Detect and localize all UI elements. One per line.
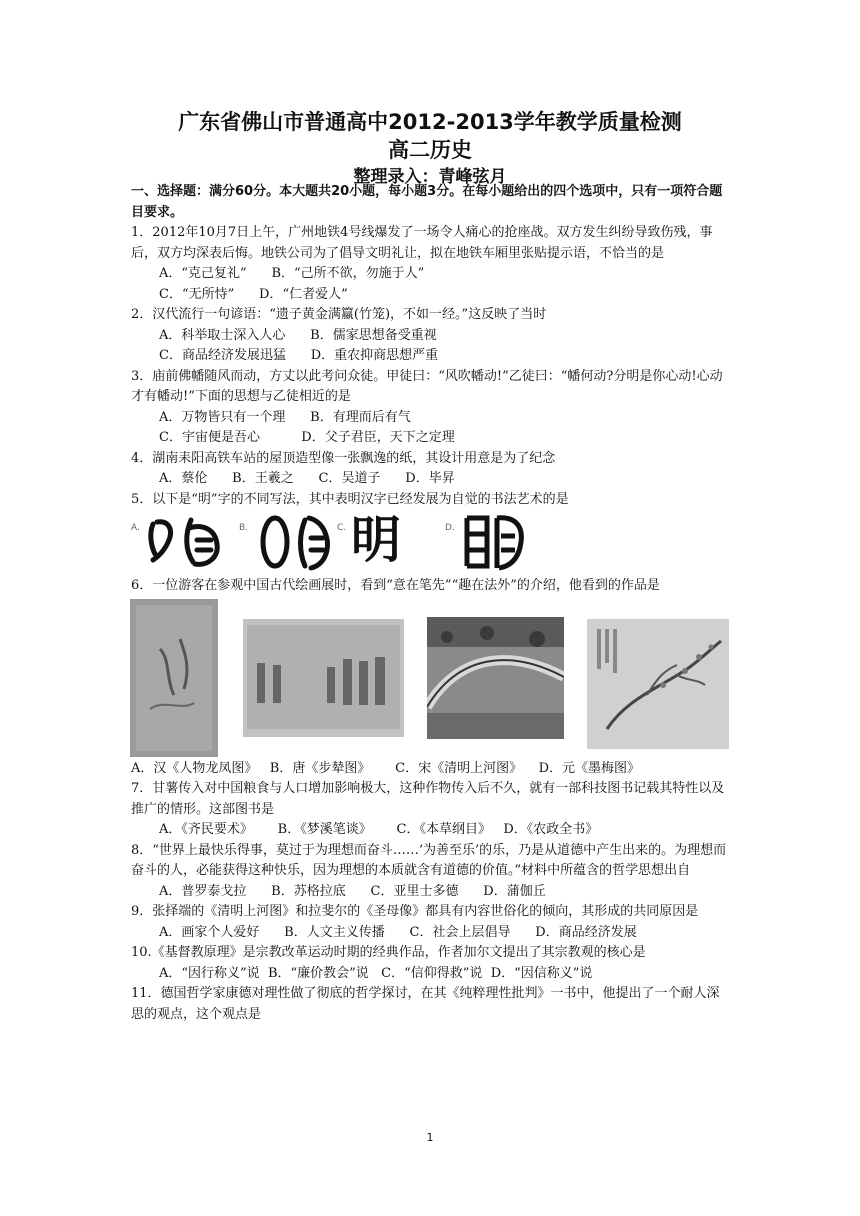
oracle-bone-ming-image: [145, 510, 231, 572]
question-6-stem: 6．一位游客在参观中国古代绘画展时，看到“意在笔先”“趣在法外”的介绍，他看到的作品是: [131, 578, 660, 593]
option-c-label: C.: [337, 523, 347, 533]
question-4-stem: 4．湖南耒阳高铁车站的屋顶造型像一张飘逸的纸，其设计用意是为了纪念: [131, 450, 556, 466]
question-5-stem: 5．以下是“明”字的不同写法，其中表明汉字已经发展为自觉的书法艺术的是: [131, 491, 569, 507]
ming-character-variants: [131, 510, 731, 576]
question-10-options: A．“因行称义”说 B．“廉价教会”说 C．“信仰得救”说 D．“因信称义”说: [159, 965, 593, 981]
question-9-stem: 9．张择端的《清明上河图》和拉斐尔的《圣母像》都具有内容世俗化的倾向，其形成的共同原因是: [131, 904, 699, 919]
question-11-stem: 11．德国哲学家康德对理性做了彻底的哲学探讨，在其《纯粹理性批判》一书中，他提出了一个耐人深思的观点，这个观点是: [131, 986, 720, 1022]
exam-title: 广东省佛山市普通高中2012-2013学年教学质量检测: [178, 110, 682, 134]
compiler-credit: 整理录入：青峰弦月: [353, 167, 507, 187]
question-4-options: A．蔡伦 B．王羲之 C．吴道子 D．毕昇: [159, 471, 455, 486]
question-2-options-cd: C．商品经济发展迅猛 D．重农抑商思想严重: [159, 348, 439, 363]
question-3-stem: 3．庙前佛幡随风而动，方丈以此考问众徒。甲徒曰：“风吹幡动!”乙徒曰：“幡何动?分明是你心动!心动才有幡动!”下面的思想与乙徒相近的是: [131, 368, 723, 404]
question-2-options-ab: A．科举取士深入人心 B．儒家思想备受重视: [159, 327, 437, 343]
regular-script-ming: 明: [351, 510, 401, 569]
question-3-options-cd: C．宇宙便是吾心 D．父子君臣，天下之定理: [159, 430, 455, 445]
option-d-label: D.: [445, 523, 455, 533]
question-7-options: A．《齐民要术》 B．《梦溪笔谈》 C．《本草纲目》 D．《农政全书》: [159, 822, 599, 837]
question-3-options-ab: A．万物皆只有一个理 B．有理而后有气: [159, 409, 411, 425]
painting-b-image: [243, 619, 404, 737]
page-number: 1: [426, 1131, 434, 1144]
option-a-label: A.: [131, 523, 140, 533]
question-8-options: A．普罗泰戈拉 B．苏格拉底 C．亚里士多德 D．蒲伽丘: [159, 883, 546, 899]
question-7-stem: 7．甘薯传入对中国粮食与人口增加影响极大，这种作物传入后不久，就有一部科技图书记载其特性以及推广的情形。这部图书是: [131, 781, 725, 817]
question-9-options: A．画家个人爱好 B．人文主义传播 C．社会上层倡导 D．商品经济发展: [159, 924, 637, 940]
question-8-stem: 8．“世界上最快乐得事，莫过于为理想而奋斗……‘为善至乐’的乐，乃是从道德中产生出来的。为理想而奋斗的人，必能获得这种快乐，因为理想的本质就含有道德的价值。”材料中所蕴含的哲学思想出自: [131, 842, 727, 878]
question-2-stem: 2．汉代流行一句谚语：“遗子黄金满籝(竹笼)，不如一经。”这反映了当时: [131, 307, 547, 322]
bronze-script-ming-image: [253, 510, 343, 572]
painting-c-image: [427, 617, 564, 739]
exam-body: [131, 182, 731, 1025]
question-1-options-ab: A．“克己复礼” B．“己所不欲，勿施于人”: [159, 266, 425, 281]
question-1-options-cd: C．“无所恃” D．“仁者爱人”: [159, 286, 348, 302]
question-10-stem: 10.《基督教原理》是宗教改革运动时期的经典作品，作者加尔文提出了其宗教观的核心是: [131, 945, 646, 960]
seal-script-ming-image: [461, 510, 527, 572]
option-b-label: B.: [239, 523, 249, 533]
painting-images: [131, 597, 731, 759]
question-1-stem: 1．2012年10月7日上午，广州地铁4号线爆发了一场令人痛心的抢座战。双方发生纠纷导致伤残，事后，双方均深表后悔。地铁公司为了倡导文明礼让，拟在地铁车厢里张贴提示语，不恰当的是: [131, 225, 713, 261]
section-heading: 一、选择题：满分60分。本大题共20小题，每小题3分。在每小题给出的四个选项中，只有一项符合题目要求。: [131, 184, 723, 220]
exam-subject: 高二历史: [388, 138, 472, 162]
painting-d-image: [587, 619, 729, 749]
question-6-options: A．汉《人物龙凤图》 B．唐《步辇图》 C．宋《清明上河图》 D．元《墨梅图》: [131, 760, 641, 776]
painting-a-image: [130, 599, 218, 757]
